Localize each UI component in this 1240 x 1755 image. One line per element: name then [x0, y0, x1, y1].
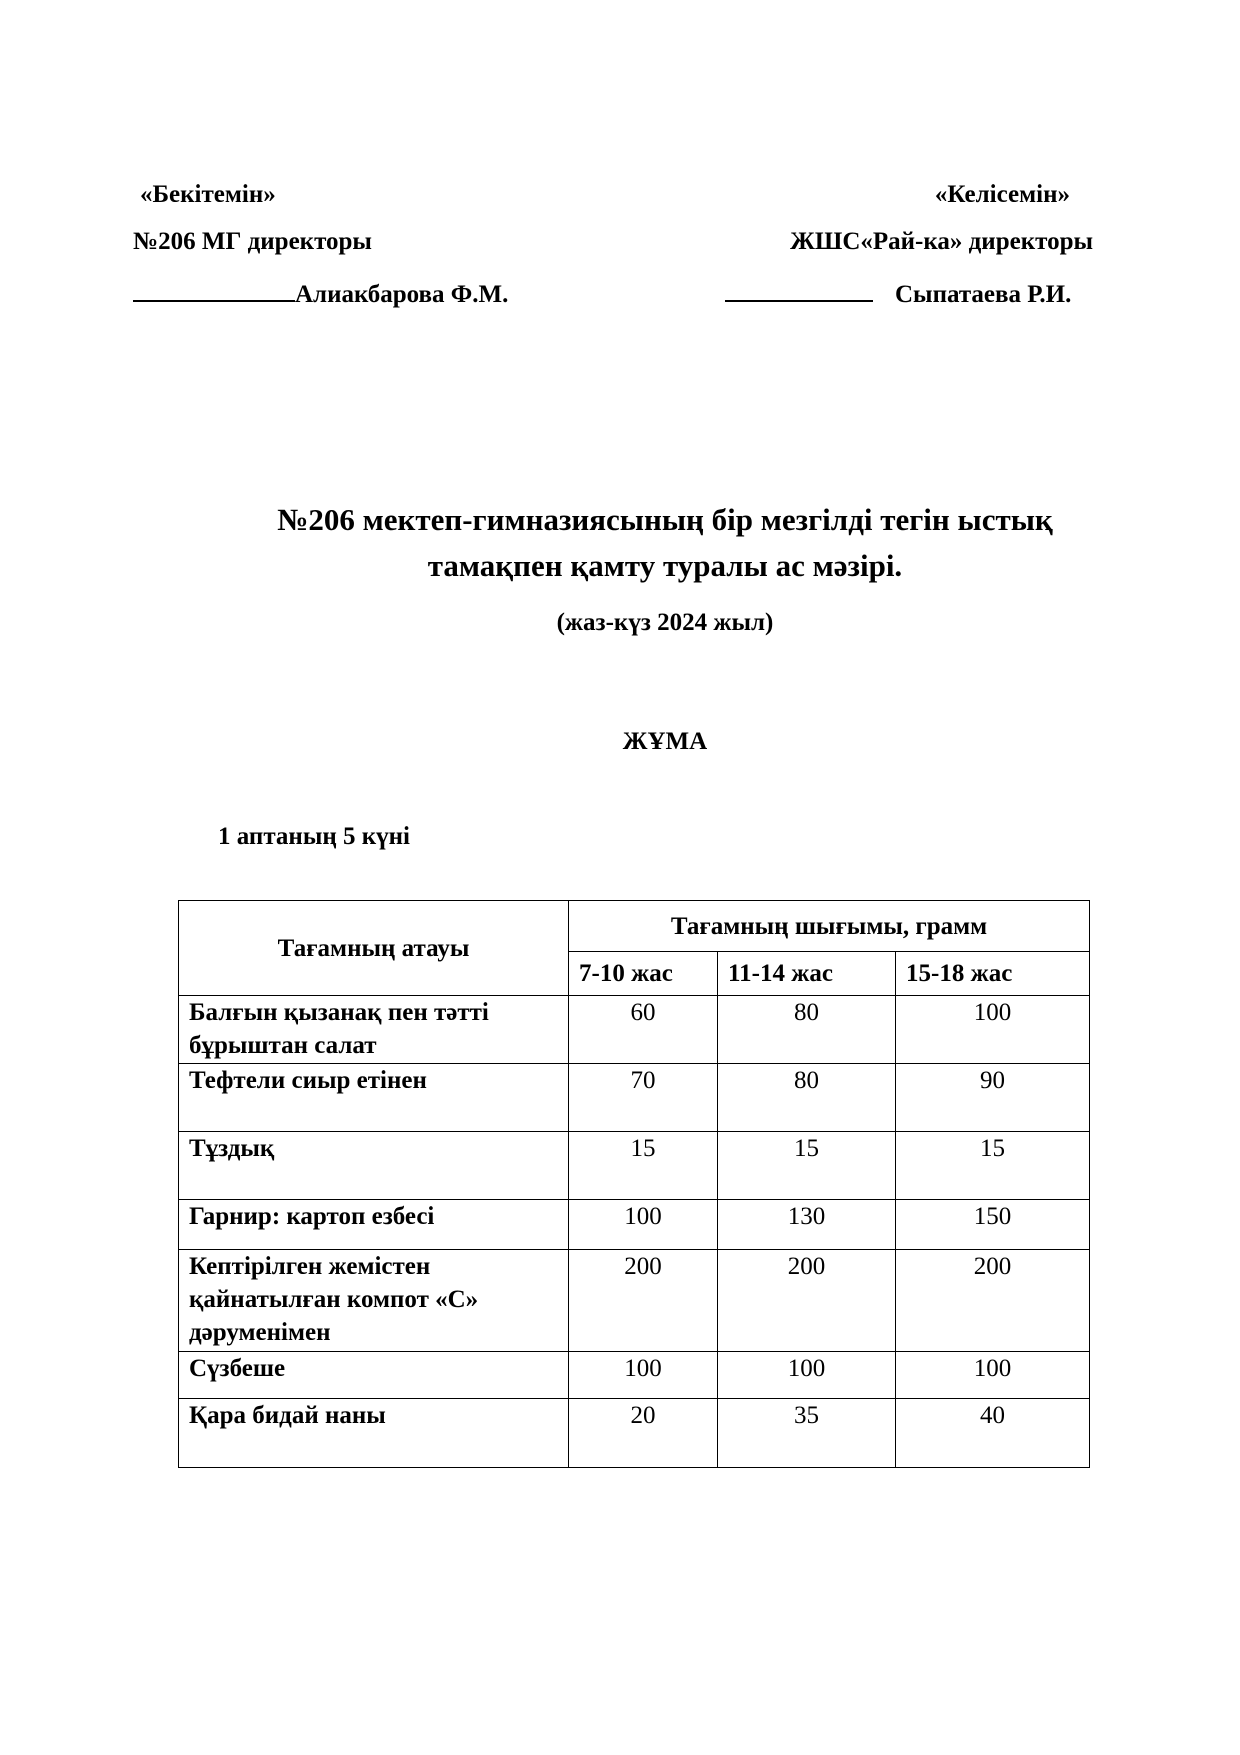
- table-row: [179, 1399, 1090, 1468]
- value-11-14: 80: [718, 1064, 896, 1132]
- agree-label: «Келісемін»: [934, 181, 1070, 208]
- value-15-18: 100: [896, 996, 1090, 1064]
- value-7-10: 70: [569, 1064, 718, 1132]
- agree-signature: [725, 274, 1071, 310]
- dish-name: Балғын қызанақ пен тәтті бұрыштан салат: [179, 996, 569, 1064]
- value-7-10: 100: [569, 1200, 718, 1250]
- value-7-10: 20: [569, 1399, 718, 1468]
- agree-position: ЖШС«Рай-ка» директоры: [790, 228, 1093, 255]
- dish-name: Сүзбеше: [179, 1352, 569, 1399]
- approve-name: Алиакбарова Ф.М.: [295, 281, 509, 308]
- value-15-18: 40: [896, 1399, 1090, 1468]
- signature-line: [133, 274, 295, 302]
- table-row: [179, 1250, 1090, 1352]
- agree-name: Сыпатаева Р.И.: [895, 281, 1072, 308]
- value-15-18: 90: [896, 1064, 1090, 1132]
- menu-table: [178, 900, 1090, 1468]
- header-age-11-14: 11-14 жас: [718, 952, 896, 996]
- dish-name: Тефтели сиыр етінен: [179, 1064, 569, 1132]
- approve-label: «Бекітемін»: [140, 181, 276, 208]
- signature-line: [725, 274, 873, 302]
- table-row: [179, 1132, 1090, 1200]
- doc-season: (жаз-күз 2024 жыл): [556, 609, 774, 636]
- value-11-14: 15: [718, 1132, 896, 1200]
- value-11-14: 200: [718, 1250, 896, 1352]
- day-heading: ЖҰМА: [622, 728, 708, 755]
- doc-title-line1: №206 мектеп-гимназиясының бір мезгілді тегін ыстық: [277, 502, 1053, 537]
- header-output-group: Тағамның шығымы, грамм: [569, 901, 1090, 952]
- value-15-18: 200: [896, 1250, 1090, 1352]
- value-7-10: 15: [569, 1132, 718, 1200]
- approve-position: №206 МГ директоры: [133, 228, 372, 255]
- dish-name: Қара бидай наны: [179, 1399, 569, 1468]
- value-7-10: 200: [569, 1250, 718, 1352]
- value-15-18: 150: [896, 1200, 1090, 1250]
- doc-title-line2: тамақпен қамту туралы ас мәзірі.: [427, 548, 903, 583]
- dish-name: Тұздық: [179, 1132, 569, 1200]
- approve-signature: [133, 274, 508, 310]
- value-15-18: 15: [896, 1132, 1090, 1200]
- value-7-10: 60: [569, 996, 718, 1064]
- value-11-14: 100: [718, 1352, 896, 1399]
- table-row: [179, 1064, 1090, 1132]
- value-11-14: 35: [718, 1399, 896, 1468]
- table-row: [179, 1352, 1090, 1399]
- table-row: [179, 1200, 1090, 1250]
- value-11-14: 130: [718, 1200, 896, 1250]
- week-day: 1 аптаның 5 күні: [218, 823, 410, 850]
- table-row: [179, 996, 1090, 1064]
- header-age-15-18: 15-18 жас: [896, 952, 1090, 996]
- value-11-14: 80: [718, 996, 896, 1064]
- header-age-7-10: 7-10 жас: [569, 952, 718, 996]
- dish-name: Кептірілген жемістен қайнатылған компот «С» дәруменімен: [179, 1250, 569, 1352]
- value-7-10: 100: [569, 1352, 718, 1399]
- header-dish-name: Тағамның атауы: [179, 901, 569, 996]
- value-15-18: 100: [896, 1352, 1090, 1399]
- dish-name: Гарнир: картоп езбесі: [179, 1200, 569, 1250]
